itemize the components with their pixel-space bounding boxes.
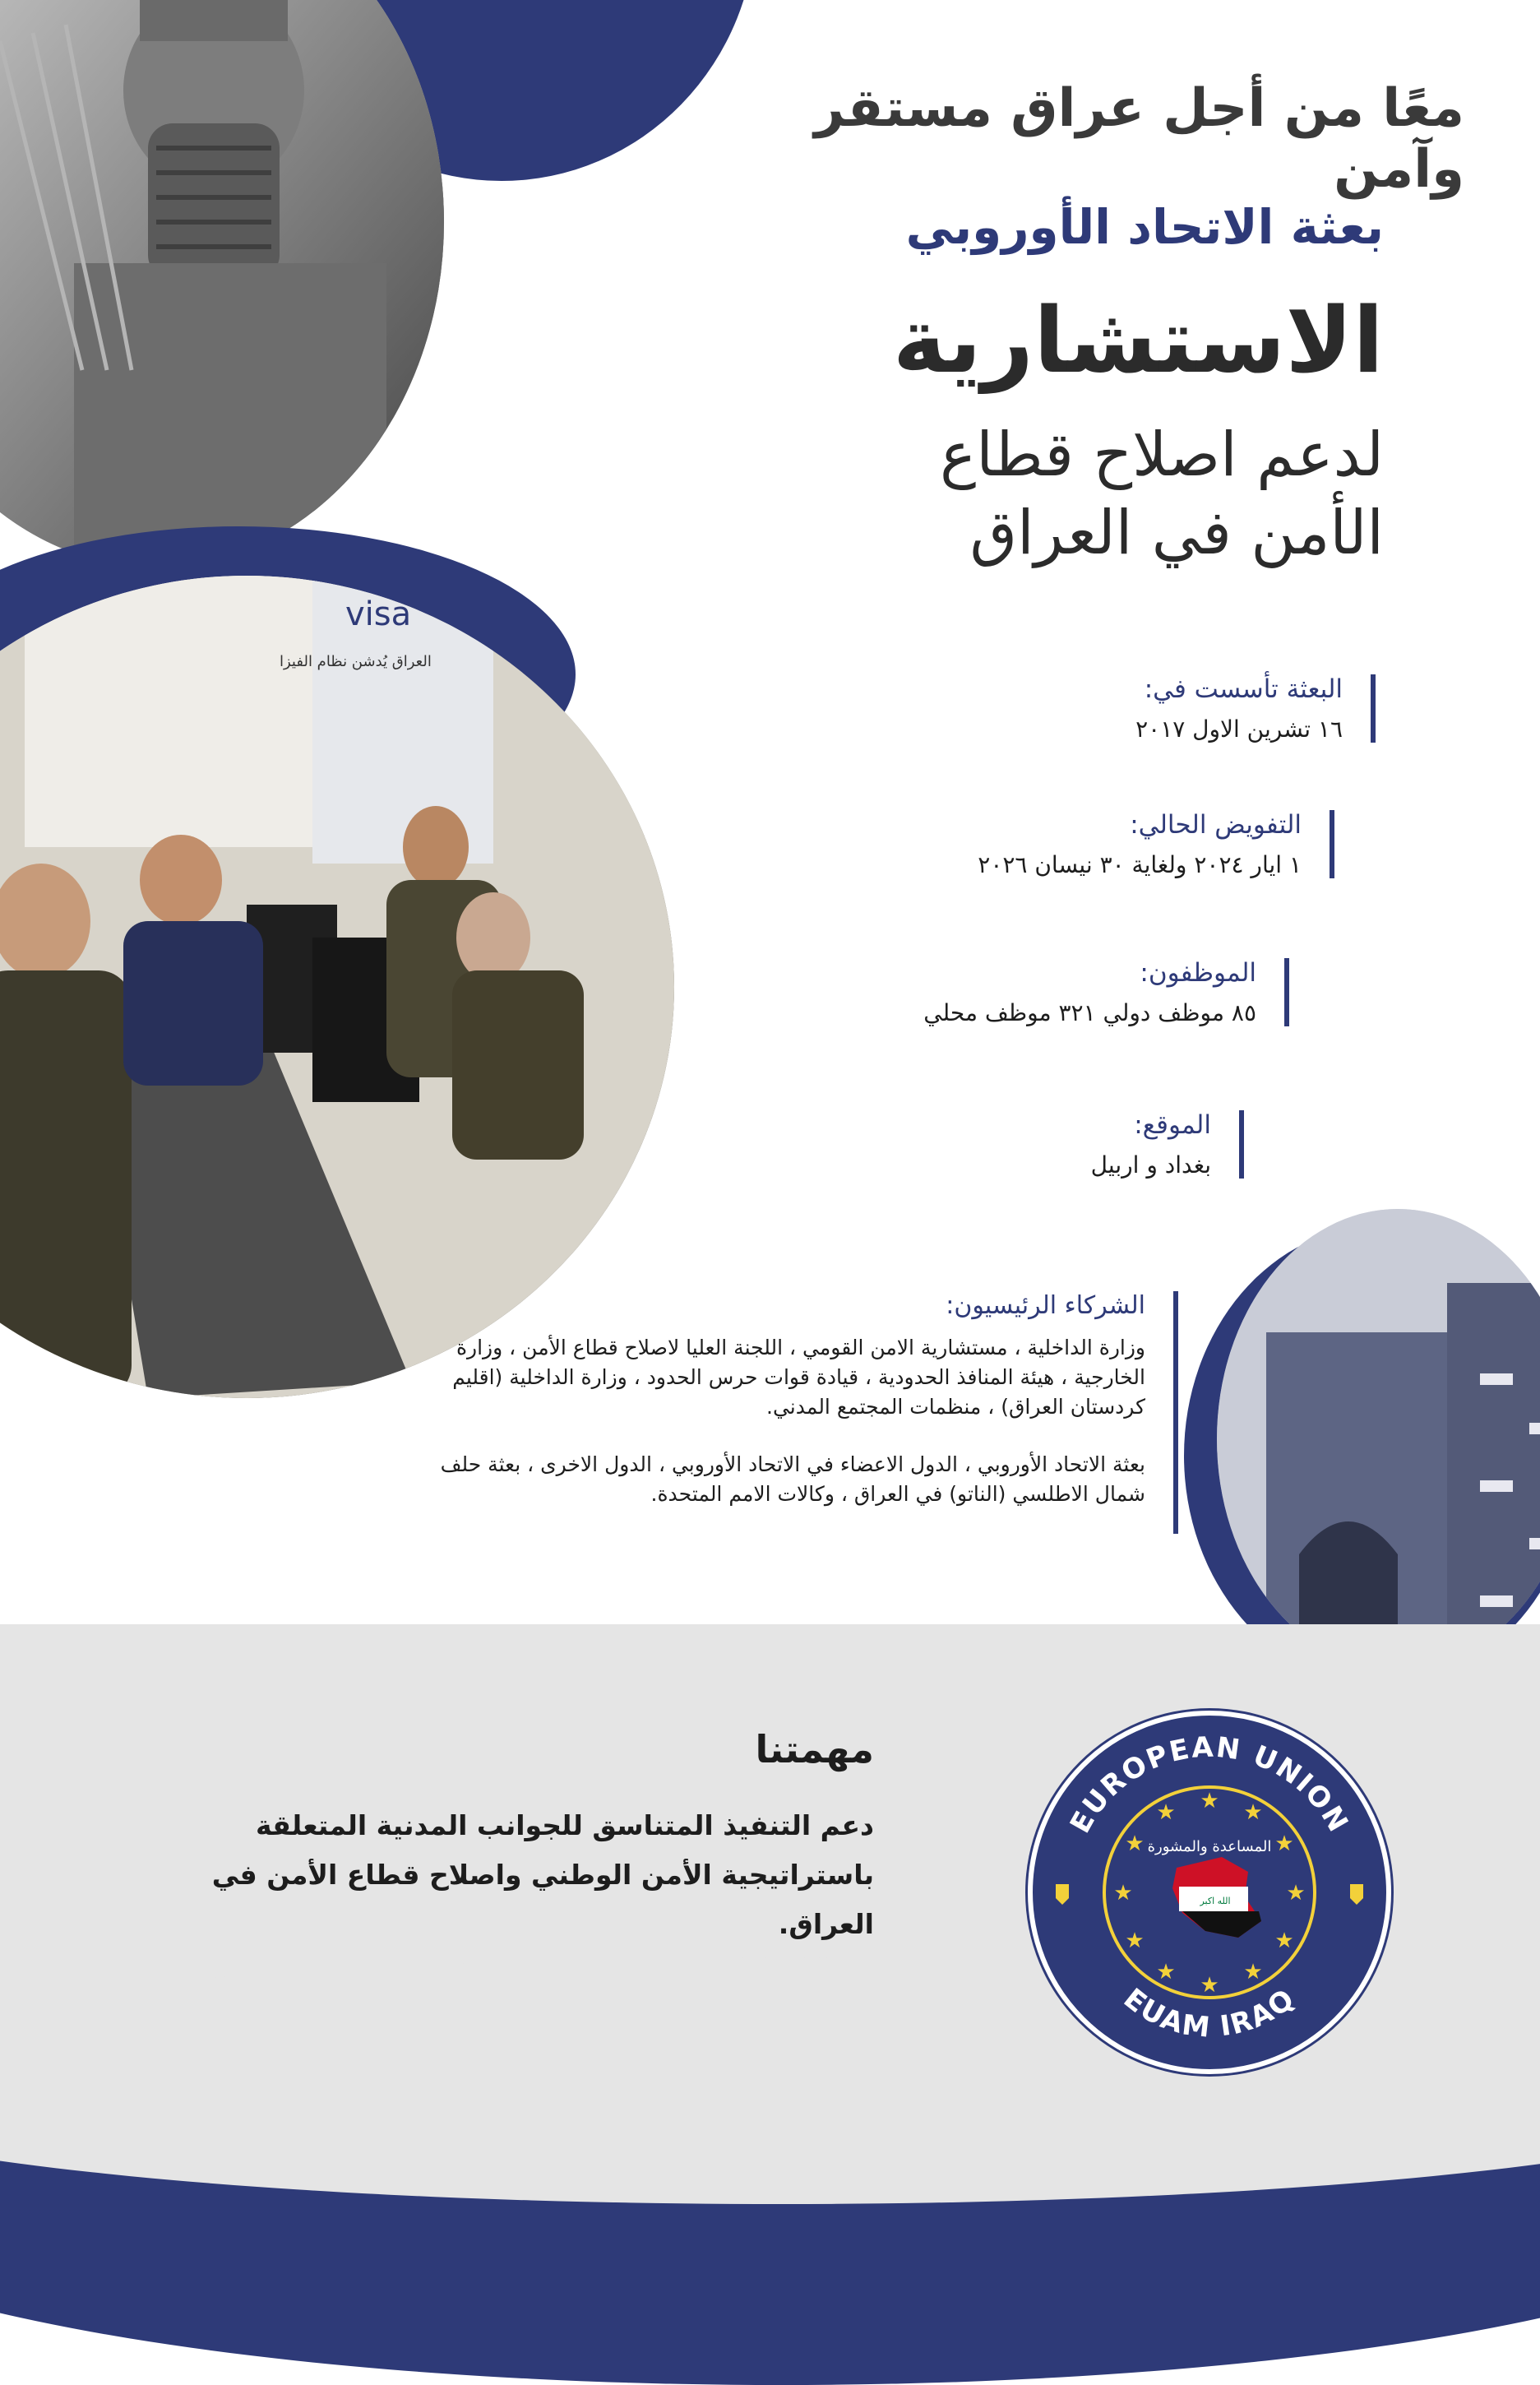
fact-location-label: الموقع:: [1134, 1110, 1211, 1140]
fact-mandate: [978, 810, 1334, 878]
svg-text:★: ★: [1274, 1929, 1294, 1953]
svg-text:★: ★: [1243, 1800, 1263, 1825]
right-shield-icon: [1350, 1884, 1363, 1905]
svg-text:★: ★: [1125, 1929, 1145, 1953]
support-line-2: الأمن في العراق: [969, 498, 1384, 568]
fact-location: [1091, 1110, 1244, 1179]
advisory-heading: الاستشارية: [892, 288, 1384, 393]
iraq-map-flag-icon: [1172, 1857, 1261, 1938]
svg-text:★: ★: [1200, 1973, 1219, 1998]
mission-title: مهمتنا: [755, 1727, 874, 1771]
partners-paragraph-1: وزارة الداخلية ، مستشارية الامن القومي ، اللجنة العليا لاصلاح قطاع الأمن ، وزارة الخارجية ، هيئة المنافذ الحدودية ، قيادة قوات حرس الحدود ، وزارة الداخلية (اقليم كردستان العراق) ، منظمات المجتمع المدني.: [452, 1336, 1145, 1419]
svg-text:★: ★: [1200, 1789, 1219, 1813]
visa-sign-text: visa: [345, 595, 412, 633]
tagline: معًا من أجل عراق مستقر وآمن: [814, 78, 1464, 200]
fact-founded-label: البعثة تأسست في:: [1144, 674, 1343, 704]
partners-label: الشركاء الرئيسيون:: [946, 1291, 1145, 1320]
emblem-graphics: [1033, 1716, 1386, 2069]
fact-mandate-value: ١ ايار ٢٠٢٤ ولغاية ٣٠ نيسان ٢٠٢٦: [978, 851, 1302, 878]
officers-illustration: [0, 576, 674, 1398]
svg-text:الله اكبر: الله اكبر: [1200, 1896, 1231, 1906]
svg-text:★: ★: [1156, 1800, 1176, 1825]
support-line-1: لدعم اصلاح قطاع: [940, 419, 1384, 490]
emblem-bottom-text: EUAM IRAQ: [1117, 1981, 1302, 2045]
svg-text:★: ★: [1274, 1832, 1294, 1856]
emblem-arabic-text: المساعدة والمشورة: [1147, 1838, 1272, 1855]
statue-illustration: [0, 0, 444, 567]
mission-name-heading: بعثة الاتحاد الأوروبي: [905, 199, 1384, 255]
fact-staff: [923, 958, 1289, 1026]
svg-text:★: ★: [1243, 1960, 1263, 1984]
fact-location-value: بغداد و اربيل: [1090, 1151, 1211, 1179]
euam-iraq-emblem: [1028, 1711, 1391, 2074]
svg-text:★: ★: [1156, 1960, 1176, 1984]
partners-block: [389, 1291, 1178, 1534]
svg-text:★: ★: [1113, 1881, 1133, 1906]
emblem-top-text: EUROPEAN UNION: [1063, 1730, 1356, 1839]
partners-paragraph-2: بعثة الاتحاد الأوروبي ، الدول الاعضاء في الاتحاد الأوروبي ، الدول الاخرى ، بعثة حلف شمال الاطلسي (الناتو) في العراق ، وكالات الامم المتحدة.: [440, 1452, 1145, 1506]
fact-staff-value: ٨٥ موظف دولي ٣٢١ موظف محلي: [923, 999, 1256, 1026]
svg-text:★: ★: [1125, 1832, 1145, 1856]
fact-founded: [1135, 674, 1376, 743]
board-title-text: العراق يُدشن نظام الفيزا: [280, 653, 432, 670]
left-shield-icon: [1056, 1884, 1069, 1905]
officers-at-desk-photo: [0, 576, 674, 1398]
fact-founded-value: ١٦ تشرين الاول ٢٠١٧: [1135, 716, 1343, 743]
fact-mandate-label: التفويض الحالي:: [1130, 810, 1302, 840]
fact-staff-label: الموظفون:: [1140, 958, 1256, 988]
mission-text: دعم التنفيذ المتناسق للجوانب المدنية المتعلقة باستراتيجية الأمن الوطني واصلاح قطاع الأمن في العراق.: [211, 1809, 874, 1940]
assyrian-statue-photo: [0, 0, 444, 567]
svg-text:★: ★: [1286, 1881, 1306, 1906]
